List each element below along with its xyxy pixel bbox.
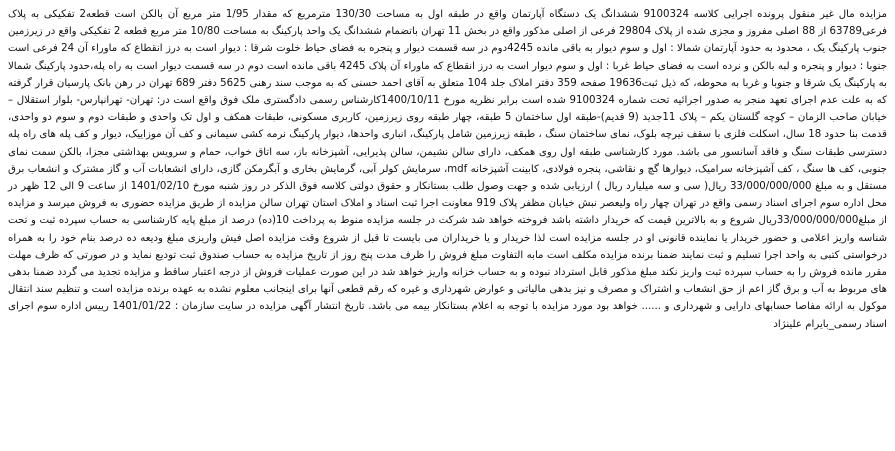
auction-notice	[8, 6, 887, 333]
notice-body: مزایده مال غیر منقول پرونده اجرایی کلاسه 9100324 ششدانگ یک دستگاه آپارتمان واقع در طبقه اول به مساحت 130/30 مترمربع که مقدار 1/95 متر مربع آن بالکن است قطعه2 تفکیکی به پلاک فرعی63789 از 88 اصلی مفروز و مجزی شده از پلاک 29804 فرعی از اصلی مذکور واقع در بخش 11 تهران باتضمام ششدانگ یک واحد پارکینگ به مساحت 10/80 متر مربع قطعه 2 تفکیکی واقع در زیرزمین جنوب پارکینگ یک ، محدود به حدود آپارتمان شمالا : اول و سوم دیوار به باقی مانده 4245دوم در سه قسمت دیوار و پنجره به فضای حیاط خلوت شرقا : دیوار است به درز انقطاع که ماوراء آن 24 فرعی است جنوبا : دیوار و پنجره و لبه بالکن و نرده است به فضای حیاط غربا : اول و سوم دیوار است به درز انقطاع که ماوراء آن پلاک 4245 باقی مانده است دوم در سه قسمت دیوار است به راه پله،حدود پارکینگ شمالا به پارکینگ یک شرقا و جنوبا و غربا به محوطه، که ذیل ثبت19636 صفحه 359 دفتر املاک جلد 104 متعلق به آقای احمد حسنی که به موجب سند رهنی 5625 دفتر 689 تهران در رهن بانک پارسیان قرار گرفته که به علت عدم اجرای تعهد منجر به صدور اجرائیه تحت شماره 9100324 شده است برابر نظریه مورخ 1400/10/11کارشناس رسمی دادگستری ملک فوق واقع است در: تهران- تهرانپارس- بلوار استقلال – خیابان صاحب الزمان – کوچه گلستان یکم – پلاک 11جدید (9 قدیم)-طبقه اول ساختمان 5 طبقه، چهار طبقه روی زیرزمین، کاربری مسکونی، طبقات همکف و اول تک واحدی و طبقات دوم و سوم دو واحدی، قدمت بنا حدود 18 سال، اسکلت فلزی با سقف تیرچه بلوک، نمای ساختمان سنگ ، طبقه زیرزمین شامل پارکینگ، انباری واحدها، دیوار پارکینگ نرمه کشی سیمانی و کف آن موزاییک، دیوار و کف پله های راه پله دسترسی طبقات سنگ و فاقد آسانسور می باشد. مورد کارشناسی طبقه اول روی همکف، دارای سالن نشیمن، سالن پذیرایی، آشپزخانه باز، سه اتاق خواب، حمام و سرویس بهداشتی مجزا، بالکن سمت نمای جنوبی، کف ها سنگ ، کف آشپزخانه سرامیک، دیوارها گچ و نقاشی، پنجره فولادی، کابینت آشپزخانه mdf، سرمایش کولر آبی، گرمایش بخاری و آبگرمکن گازی، دارای انشعابات آب و گاز مشترک و انشعاب برق مستقل و به مبلغ 33/000/000/000 ریال( سی و سه میلیارد ریال ) ارزیابی شده و جهت وصول طلب بستانکار و حقوق دولتی کلاسه فوق الذکر در روز شنبه مورخ 1401/02/10 از ساعت 9 الی 12 ظهر در محل اداره سوم اجرای اسناد رسمی واقع در تهران چهار راه ولیعصر نبش خیابان مظفر پلاک 919 معاونت اجرا ثبت اسناد و املاک استان تهران سالن مزایده از طریق مزایده حضوری به فروش میرسد و مزایده از مبلغ33/000/000/000ریال شروع و به بالاترین قیمت که خریدار داشته باشد فروخته خواهد شد شرکت در جلسه مزایده منوط به پرداخت 10(ده) درصد از مبلغ پایه کارشناسی به حساب سپرده ثبت و تحت شناسه واریز اعلامی و حضور خریدار یا نماینده قانونی او در جلسه مزایده است لذا خریدار و یا خریداران می بایست تا قبل از شروع وقت مزایده اصل فیش واریزی مبلغ ودیعه ده درصد بنام خود را به همراه درخواستی کتبی به واحد اجرا تسلیم و ثبت نمایند ضمنا برنده مزایده مکلف است مابه التفاوت مبلغ فروش را ظرف مدت پنج روز از تاریخ مزایده به حساب صندوق ثبت تودیع نماید و در صورتی که ظرف مهلت مقرر مانده فروش را به حساب سپرده ثبت واریز نکند مبلغ مذکور قابل استرداد نبوده و به حساب خزانه واریز خواهد شد در این صورت عملیات فروش از درجه اعتبار ساقط و مزایده تجدید می گردد ضمنا بدهی های مربوط به آب و برق گاز اعم از حق انشعاب و اشتراک و مصرف و نیز بدهی مالیاتی و عوارض شهرداری و غیره که رقم قطعی آنها برای اینجانب معلوم نشده به عهده برنده مزایده است و تنظیم سند انتقال موکول به ارائه مفاصا حسابهای دارایی و شهرداری و ...... خواهد بود مورد مزایده با توجه به اعلام بستانکار بیمه می باشد. تاریخ انتشار آگهی مزایده در سایت سازمان : 1401/01/22 رییس اداره سوم اجرای اسناد رسمی_بایرام علینژاد	[8, 9, 888, 330]
